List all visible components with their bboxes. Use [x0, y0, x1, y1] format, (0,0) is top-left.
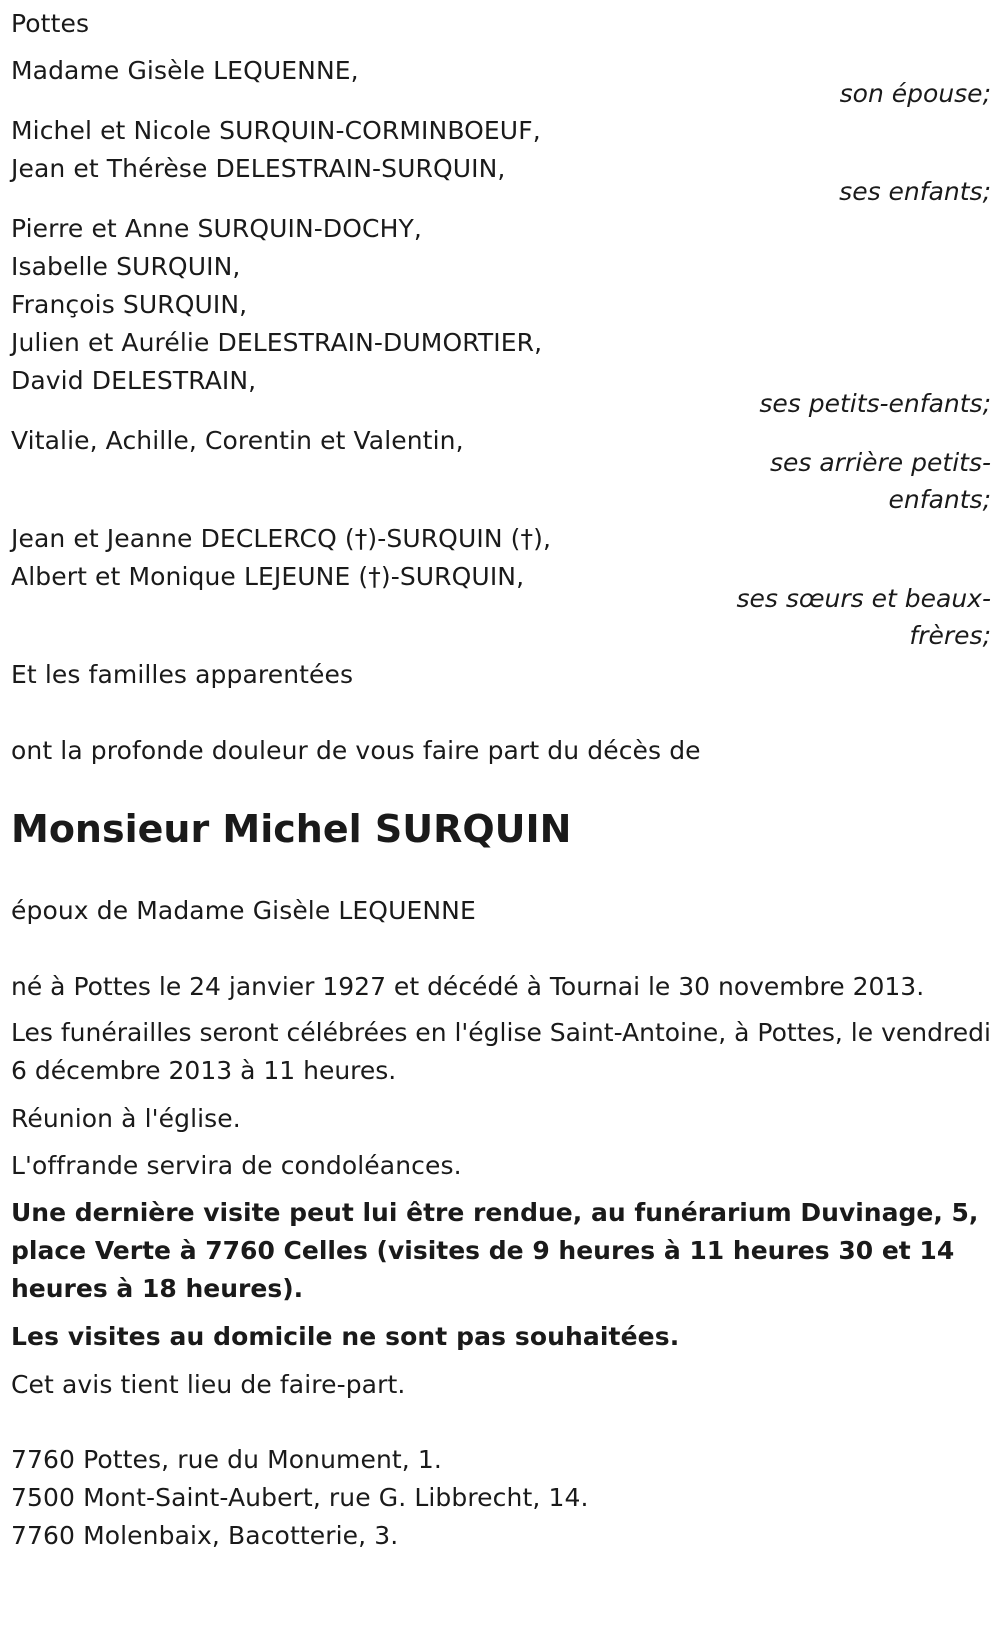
child-name: Jean et Thérèse DELESTRAIN-SURQUIN, [11, 154, 506, 183]
child-name: Michel et Nicole SURQUIN-CORMINBOEUF, [11, 116, 541, 145]
grandchild-name: François SURQUIN, [11, 290, 248, 319]
no-home-visits: Les visites au domicile ne sont pas souhaitées. [11, 1322, 680, 1351]
place-header: Pottes [11, 9, 90, 38]
meeting-place: Réunion à l'église. [11, 1104, 241, 1133]
visit-details: Une dernière visite peut lui être rendue, au funérarium Duvinage, 5, place Verte à 7760 Celles (visites de 9 heures à 11 heures 30 et 14 heures à 18 heures). [11, 1198, 979, 1303]
grandchild-name: Pierre et Anne SURQUIN-DOCHY, [11, 214, 422, 243]
grandchild-name: David DELESTRAIN, [11, 366, 257, 395]
relation-text: ses arrière petits- [769, 448, 991, 477]
spouse-name: Madame Gisèle LEQUENNE, [11, 56, 359, 85]
address: 7760 Molenbaix, Bacotterie, 3. [11, 1521, 399, 1550]
notice: Cet avis tient lieu de faire-part. [11, 1370, 406, 1399]
relation-text: son épouse; [839, 79, 991, 108]
spouse-of: époux de Madame Gisèle LEQUENNE [11, 896, 476, 925]
relation-text: ses sœurs et beaux- [736, 584, 991, 613]
birth-death: né à Pottes le 24 janvier 1927 et décédé à Tournai le 30 novembre 2013. [11, 972, 925, 1001]
sibling-name: Jean et Jeanne DECLERCQ (†)-SURQUIN (†), [11, 524, 552, 553]
grandchildren-relation [11, 384, 991, 424]
great-grandchildren-relation [11, 444, 991, 518]
grandchild-name: Julien et Aurélie DELESTRAIN-DUMORTIER, [11, 328, 543, 357]
address: 7760 Pottes, rue du Monument, 1. [11, 1445, 442, 1474]
deceased-name: Monsieur Michel SURQUIN [11, 807, 572, 851]
relation-text: ses petits-enfants; [759, 389, 991, 418]
offering: L'offrande servira de condoléances. [11, 1151, 462, 1180]
siblings-relation [11, 580, 991, 654]
children-relation [11, 172, 991, 212]
related-families: Et les familles apparentées [11, 660, 354, 689]
great-grandchild-names: Vitalie, Achille, Corentin et Valentin, [11, 426, 464, 455]
relation-text: enfants; [888, 485, 991, 514]
relation-text: ses enfants; [839, 177, 991, 206]
grandchild-name: Isabelle SURQUIN, [11, 252, 241, 281]
sibling-name: Albert et Monique LEJEUNE (†)-SURQUIN, [11, 562, 525, 591]
funeral-details: Les funérailles seront célébrées en l'église Saint-Antoine, à Pottes, le vendredi 6 décembre 2013 à 11 heures. [11, 1018, 991, 1085]
announcement: ont la profonde douleur de vous faire part du décès de [11, 736, 701, 765]
spouse-relation [11, 74, 991, 114]
relation-text: frères; [909, 621, 991, 650]
address: 7500 Mont-Saint-Aubert, rue G. Libbrecht, 14. [11, 1483, 589, 1512]
